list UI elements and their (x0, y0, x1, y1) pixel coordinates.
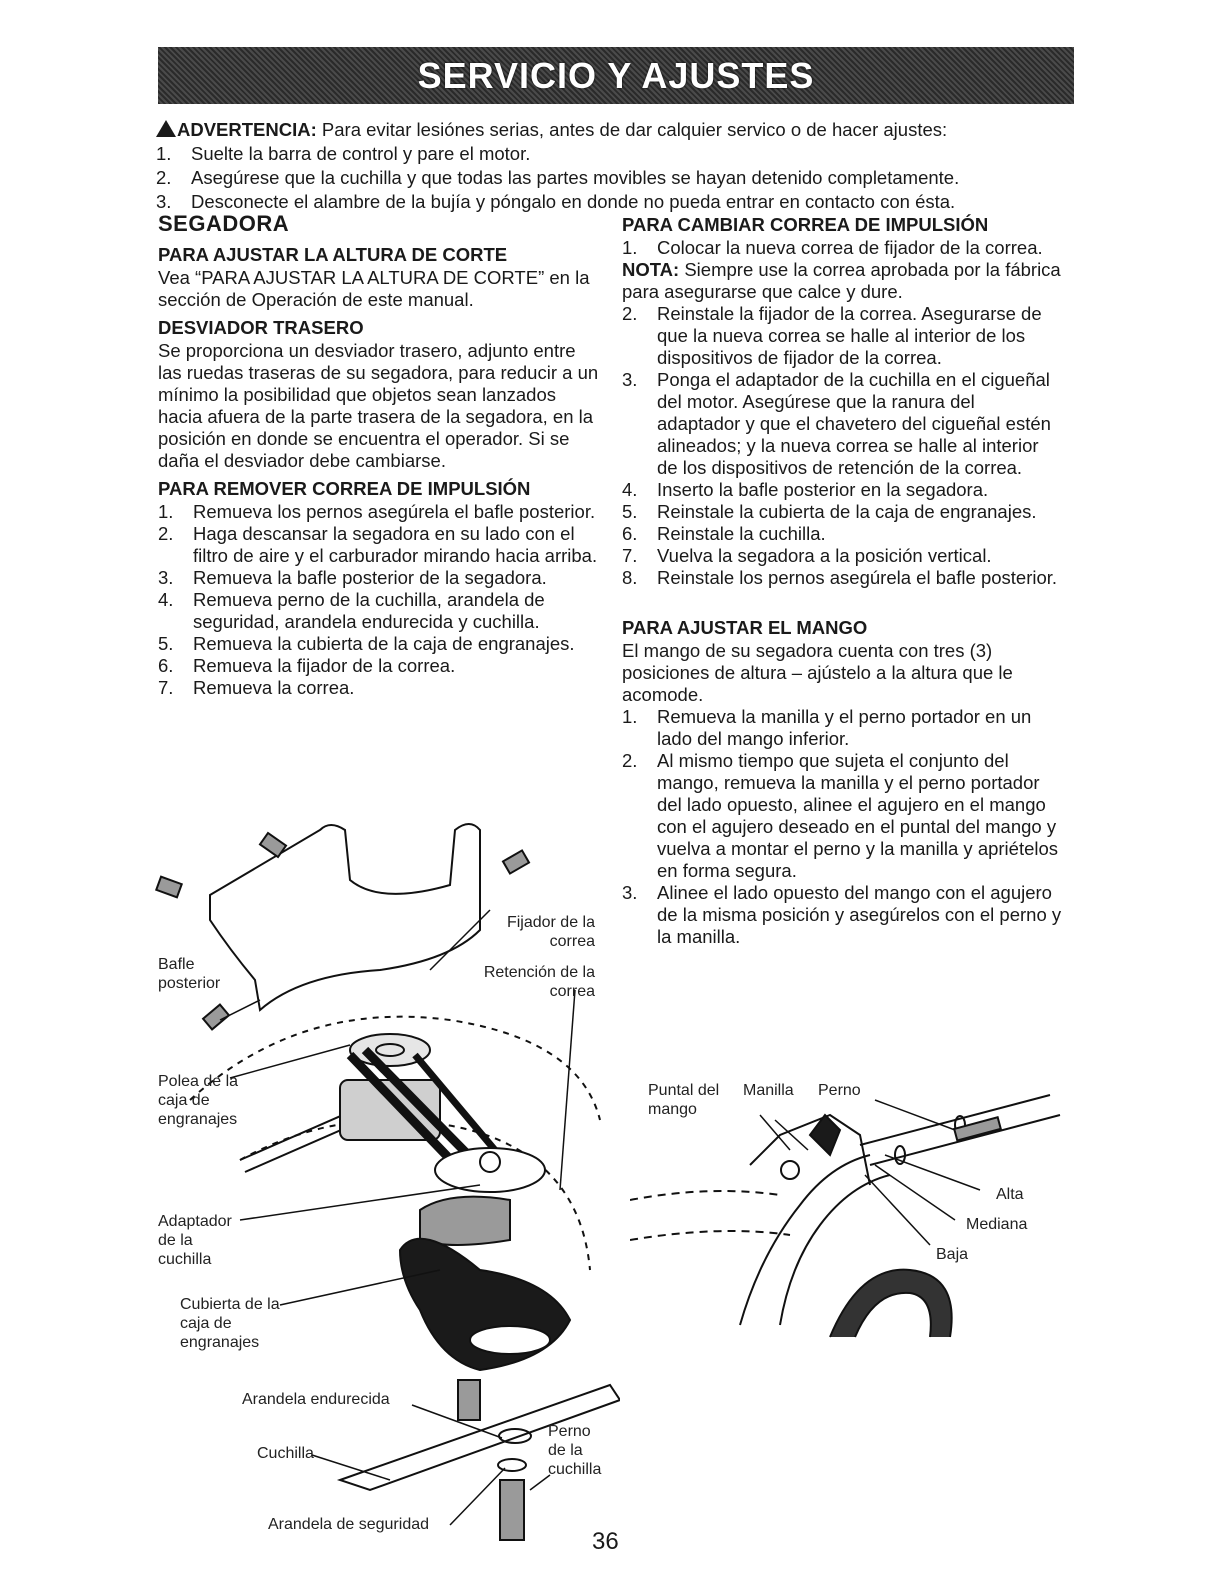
handle-figure (630, 1075, 1075, 1340)
label-manilla: Manilla (743, 1082, 794, 1099)
deflector-heading: DESVIADOR TRASERO (158, 317, 364, 338)
note-text: Siempre use la correa aprobada por la fábrica para asegurarse que calce y dure. (622, 259, 1061, 302)
label-polea: Polea de la caja de engranajes (158, 1073, 239, 1128)
list-item: 7. Vuelva la segadora a la posición vertical. (622, 545, 992, 566)
label-perno-cuchilla: Perno de la cuchilla (548, 1423, 602, 1478)
label-arandela-seguridad: Arandela de seguridad (268, 1516, 430, 1533)
section-banner (158, 47, 1074, 104)
label-cuchilla: Cuchilla (257, 1445, 314, 1462)
label-retencion: Retención de la correa (483, 964, 595, 1000)
list-item: 2. Al mismo tiempo que sujeta el conjunto del mango, remueva la manilla y el perno portador del lado opuesto, alinee el agujero en el mango con el agujero deseado en el puntal del mango y vuelva a montar el perno y la manilla y apriételos en forma segura. (622, 750, 1059, 881)
list-item: 7. Remueva la correa. (158, 677, 355, 698)
list-item: 8. Reinstale los pernos asegúrela el bafle posterior. (622, 567, 1058, 588)
list-item: 4. Remueva perno de la cuchilla, arandela de seguridad, arandela endurecida y cuchilla. (158, 589, 545, 632)
list-item: 1. Colocar la nueva correa de fijador de la correa. (622, 237, 1043, 258)
warning-heading (156, 118, 1076, 142)
note (622, 259, 1062, 303)
label-mediana: Mediana (966, 1216, 1028, 1233)
handle-text: El mango de su segadora cuenta con tres (3) posiciones de altura – ajústelo a la altura que le acomode. (622, 640, 1013, 705)
handle-heading: PARA AJUSTAR EL MANGO (622, 617, 868, 638)
belt-assembly-figure (150, 800, 620, 1560)
list-item: 2. Asegúrese que la cuchilla y que todas las partes movibles se hayan detenido completamente. (156, 167, 960, 188)
list-item: 3. Remueva la bafle posterior de la segadora. (158, 567, 547, 588)
list-item: 5. Remueva la cubierta de la caja de engranajes. (158, 633, 575, 654)
list-item: 5. Reinstale la cubierta de la caja de engranajes. (622, 501, 1037, 522)
list-item: 2. Haga descansar la segadora en su lado con el filtro de aire y el carburador mirando hacia arriba. (158, 523, 598, 566)
list-item: 1. Remueva los pernos asegúrela el bafle posterior. (158, 501, 596, 522)
cut-height-text: Vea “PARA AJUSTAR LA ALTURA DE CORTE” en la sección de Operación de este manual. (158, 267, 590, 310)
label-adaptador: Adaptador de la cuchilla (158, 1213, 232, 1268)
list-item: 3. Ponga el adaptador de la cuchilla en el cigueñal del motor. Asegúrese que la ranura del adaptador y que el chavetero del cigueñal estén alineados; y la nueva correa se halle al interior de los dispositivos de retención de la correa. (622, 369, 1051, 478)
list-item: 6. Remueva la fijador de la correa. (158, 655, 456, 676)
label-baja: Baja (936, 1246, 969, 1263)
list-item: 2. Reinstale la fijador de la correa. Asegurarse de que la nueva correa se halle al interior de los dispositivos de fijador de la correa. (622, 303, 1042, 368)
label-bafle: Bafle posterior (158, 956, 221, 992)
label-cubierta: Cubierta de la caja de engranajes (180, 1296, 280, 1351)
label-perno: Perno (818, 1082, 861, 1099)
banner-title: SERVICIO Y AJUSTES (417, 54, 815, 96)
remove-belt-list (158, 501, 603, 699)
warning-icon (156, 120, 176, 137)
deflector-text: Se proporciona un desviador trasero, adjunto entre las ruedas traseras de su segadora, para reducir a un mínimo la posibilidad que objetos sean lanzados hacia afuera de la parte trasera de la segadora, en la posición en donde se encuentra el operador. Si se daña el desviador debe cambiarse. (158, 340, 599, 471)
label-alta: Alta (996, 1186, 1024, 1203)
label-puntal: Puntal del mango (648, 1082, 720, 1118)
list-item: 1. Remueva la manilla y el perno portador en un lado del mango inferior. (622, 706, 1032, 749)
label-arandela-endurecida: Arandela endurecida (242, 1391, 390, 1408)
cut-height-heading: PARA AJUSTAR LA ALTURA DE CORTE (158, 244, 508, 265)
left-column (158, 212, 603, 699)
handle-list (622, 706, 1062, 948)
warning-block (156, 118, 1076, 214)
section-title: SEGADORA (158, 211, 290, 236)
list-item: 3. Desconecte el alambre de la bujía y póngalo en donde no pueda entrar en contacto con ésta. (156, 191, 956, 212)
change-belt-list-b (622, 303, 1062, 589)
list-item: 1. Suelte la barra de control y pare el motor. (156, 143, 531, 164)
change-belt-heading: PARA CAMBIAR CORREA DE IMPULSIÓN (622, 214, 989, 235)
warning-label: ADVERTENCIA: (177, 119, 317, 140)
warning-list (156, 142, 1076, 214)
list-item: 3. Alinee el lado opuesto del mango con el agujero de la misma posición y asegúrelos con el perno y la manilla. (622, 882, 1062, 947)
list-item: 6. Reinstale la cuchilla. (622, 523, 826, 544)
warning-text: Para evitar lesiónes serias, antes de dar calquier servico o de hacer ajustes: (316, 119, 948, 140)
page-number: 36 (592, 1528, 619, 1555)
list-item: 4. Inserto la bafle posterior en la segadora. (622, 479, 989, 500)
label-fijador: Fijador de la correa (506, 914, 595, 950)
note-label: NOTA: (622, 259, 680, 280)
change-belt-list-a (622, 237, 1062, 259)
remove-belt-heading: PARA REMOVER CORREA DE IMPULSIÓN (158, 478, 531, 499)
right-column (622, 212, 1062, 948)
